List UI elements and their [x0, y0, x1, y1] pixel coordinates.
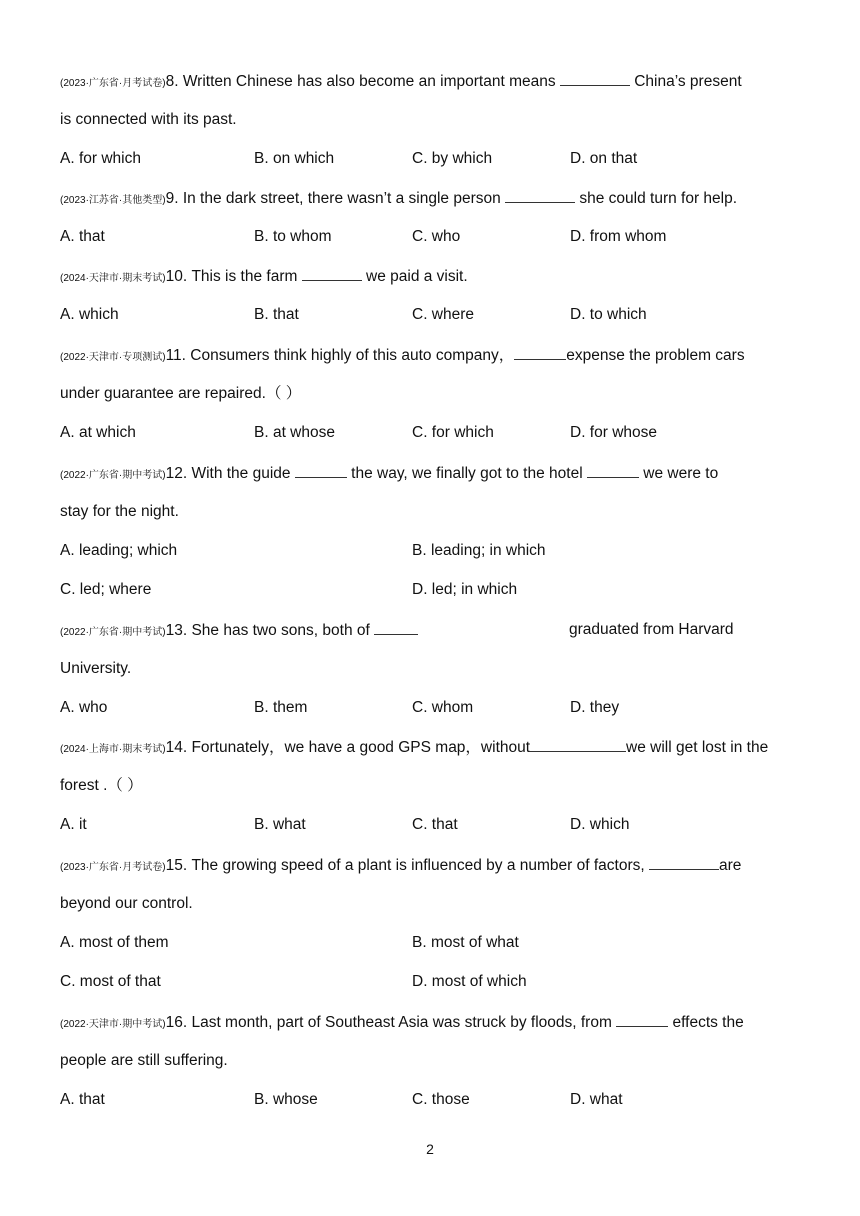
question-number: 10. [165, 268, 188, 285]
question-13 [60, 620, 418, 643]
option-c: C. whom [412, 699, 474, 716]
question-source: (2022·天津市·期中考试) [60, 1019, 166, 1030]
option-d: D. which [570, 816, 630, 833]
question-text: she could turn for help. [575, 190, 738, 207]
question-continuation: stay for the night. [60, 503, 179, 520]
option-c: C. most of that [60, 973, 161, 990]
question-12 [60, 463, 718, 486]
question-text: effects the [668, 1014, 744, 1031]
option-b: B. whose [254, 1091, 318, 1108]
question-source: (2024·上海市·期末考试) [60, 744, 166, 755]
option-c: C. that [412, 816, 458, 833]
question-number: 14. [165, 739, 188, 756]
answer-blank [295, 463, 347, 478]
question-source: (2022·天津市·专项测试) [60, 352, 166, 363]
question-text: we paid a visit. [361, 268, 468, 285]
question-text: She has two sons, both of [187, 622, 375, 639]
option-a: A. most of them [60, 934, 169, 951]
question-text: The growing speed of a plant is influenced by a number of factors, [187, 857, 649, 874]
option-d: D. for whose [570, 424, 658, 441]
question-text: expense the problem cars [566, 347, 745, 364]
option-a: A. that [60, 1091, 105, 1108]
answer-blank [505, 188, 575, 203]
question-text: we will get lost in the [626, 739, 769, 756]
option-a: A. which [60, 306, 119, 323]
option-d: D. led; in which [412, 581, 518, 598]
option-d: D. from whom [570, 228, 667, 245]
option-d: D. on that [570, 150, 638, 167]
answer-blank [649, 855, 719, 870]
question-text: we were to [638, 465, 719, 482]
option-b: B. what [254, 816, 306, 833]
answer-blank [587, 463, 639, 478]
question-source: (2022·广东省·期中考试) [60, 627, 166, 638]
option-b: B. most of what [412, 934, 519, 951]
option-c: C. for which [412, 424, 494, 441]
question-text: Fortunately，we have a good GPS map，without [187, 739, 531, 756]
question-number: 11. [165, 347, 186, 364]
option-b: B. them [254, 699, 308, 716]
question-16 [60, 1012, 744, 1035]
question-text: Last month, part of Southeast Asia was struck by floods, from [187, 1014, 617, 1031]
answer-blank [616, 1012, 668, 1027]
question-11 [60, 345, 745, 368]
question-source: (2022·广东省·期中考试) [60, 470, 166, 481]
question-number: 12. [165, 465, 188, 482]
question-8 [60, 71, 742, 94]
question-text: the way, we finally got to the hotel [346, 465, 587, 482]
question-continuation: is connected with its past. [60, 111, 237, 128]
question-text: China’s present [629, 73, 742, 90]
option-c: C. by which [412, 150, 493, 167]
question-text: This is the farm [187, 268, 302, 285]
question-number: 13. [165, 622, 188, 639]
question-text: Consumers think highly of this auto company， [185, 347, 515, 364]
question-number: 9. [165, 190, 179, 207]
answer-blank [560, 71, 630, 86]
question-15 [60, 855, 741, 878]
option-b: B. to whom [254, 228, 332, 245]
option-a: A. who [60, 699, 108, 716]
answer-blank [530, 737, 626, 752]
answer-blank [514, 345, 566, 360]
option-c: C. those [412, 1091, 470, 1108]
option-d: D. what [570, 1091, 623, 1108]
answer-blank [374, 620, 418, 635]
option-c: C. where [412, 306, 475, 323]
question-continuation: beyond our control. [60, 895, 193, 912]
option-a: A. it [60, 816, 87, 833]
question-number: 15. [165, 857, 188, 874]
option-b: B. at whose [254, 424, 335, 441]
option-c: C. who [412, 228, 461, 245]
option-d: D. they [570, 699, 620, 716]
option-b: B. on which [254, 150, 335, 167]
answer-blank [302, 266, 362, 281]
option-a: A. that [60, 228, 105, 245]
page-number: 2 [426, 1141, 434, 1157]
option-d: D. to which [570, 306, 647, 323]
option-b: B. leading; in which [412, 542, 546, 559]
question-source: (2023·江苏省·其他类型) [60, 195, 166, 206]
option-a: A. leading; which [60, 542, 178, 559]
question-text: Written Chinese has also become an important means [178, 73, 560, 90]
question-number: 8. [165, 73, 179, 90]
question-10 [60, 266, 468, 289]
question-text: graduated from Harvard [569, 621, 734, 638]
option-d: D. most of which [412, 973, 527, 990]
question-text: In the dark street, there wasn’t a single person [178, 190, 506, 207]
question-continuation: people are still suffering. [60, 1052, 228, 1069]
option-b: B. that [254, 306, 299, 323]
question-source: (2023·广东省·月考试卷) [60, 78, 166, 89]
question-9 [60, 188, 737, 211]
question-continuation: forest .（ ） [60, 777, 143, 794]
option-a: A. for which [60, 150, 141, 167]
option-c: C. led; where [60, 581, 152, 598]
question-source: (2023·广东省·月考试卷) [60, 862, 166, 873]
question-continuation: University. [60, 660, 132, 677]
option-a: A. at which [60, 424, 136, 441]
question-text: are [718, 857, 742, 874]
question-source: (2024·天津市·期末考试) [60, 273, 166, 284]
question-continuation: under guarantee are repaired.（ ） [60, 385, 302, 402]
question-number: 16. [165, 1014, 188, 1031]
question-14 [60, 737, 768, 760]
question-text: With the guide [187, 465, 295, 482]
